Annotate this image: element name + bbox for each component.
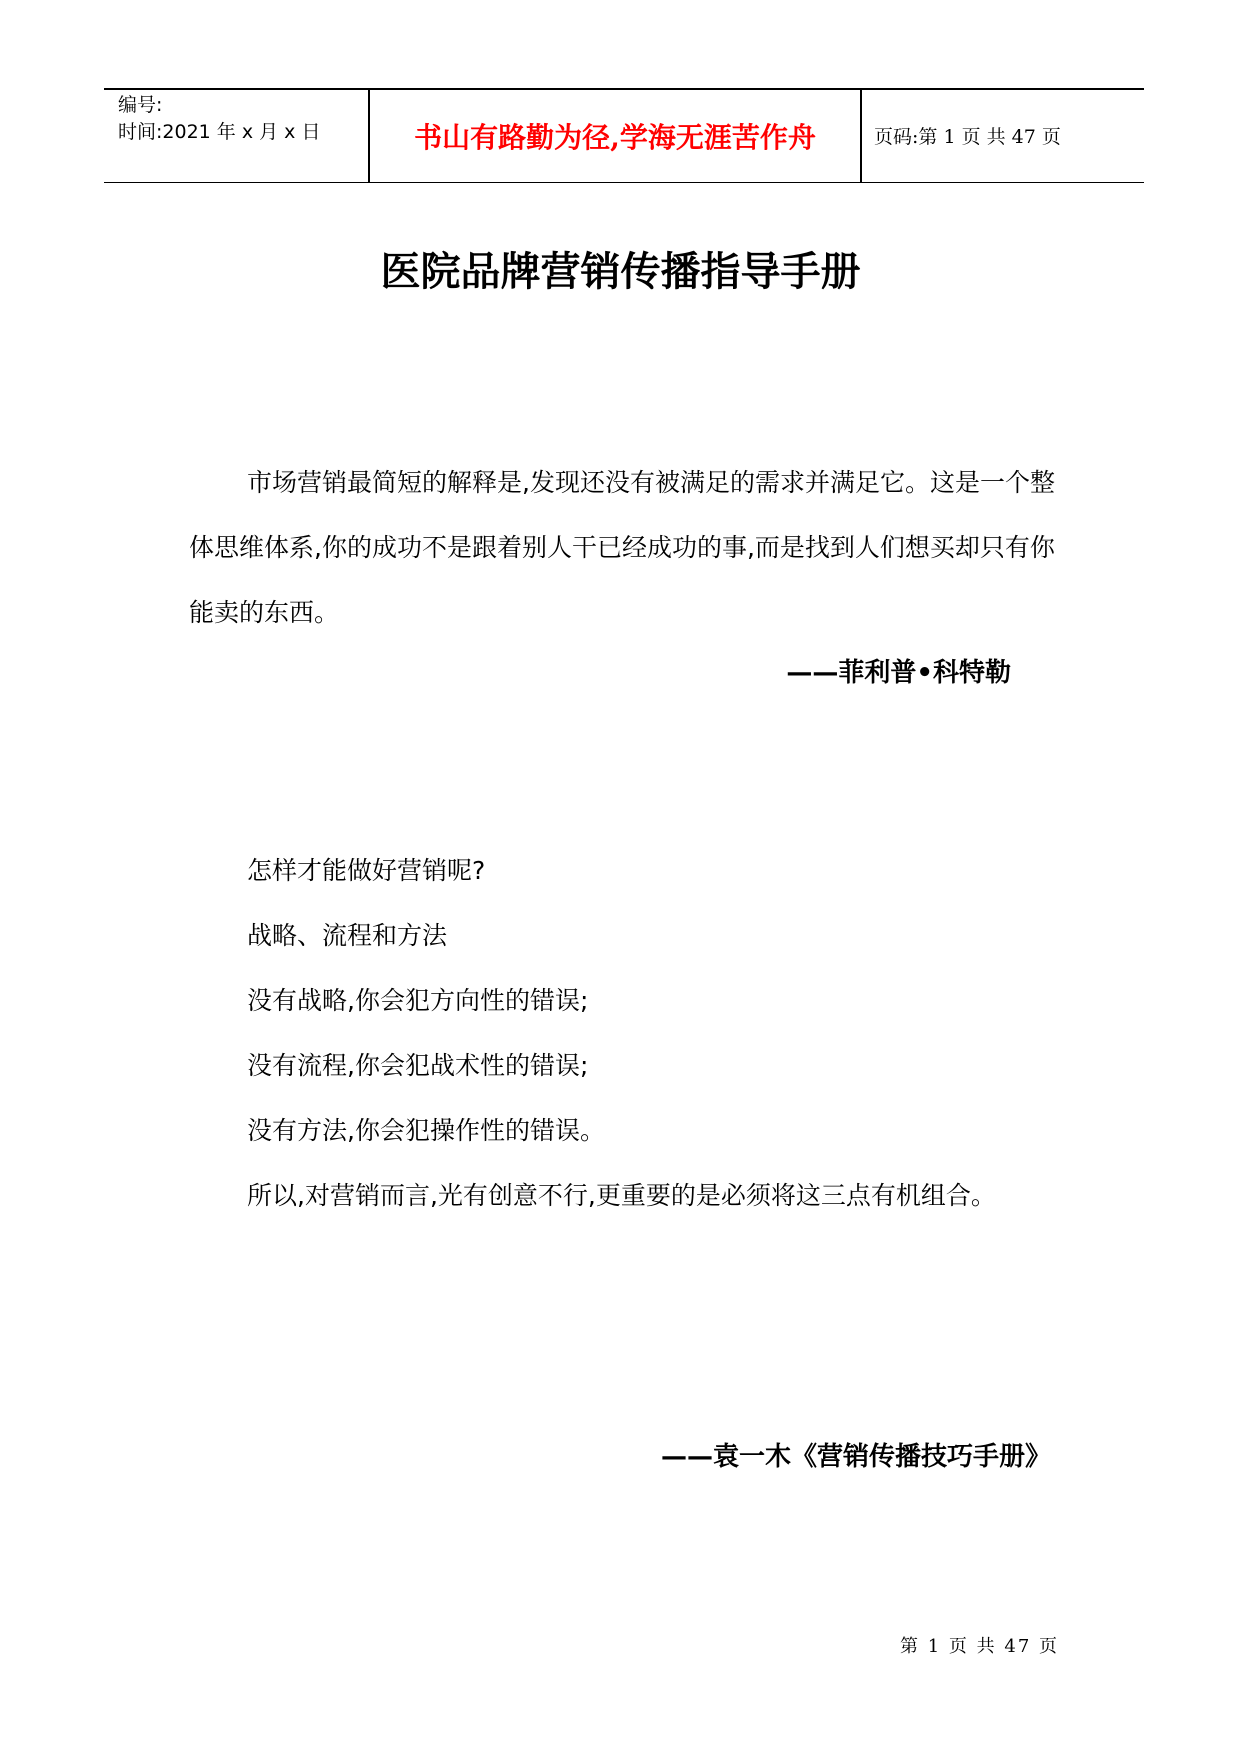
quote2-line: 战略、流程和方法 (247, 921, 448, 950)
quote-attribution-1: ——菲利普•科特勒 (786, 658, 1011, 688)
quote2-line: 所以,对营销而言,光有创意不行,更重要的是必须将这三点有机组合。 (247, 1181, 996, 1210)
quote2-line: 没有战略,你会犯方向性的错误; (247, 986, 589, 1015)
number-label: 编号: (118, 94, 163, 116)
header-meta (118, 92, 320, 146)
quote2-line: 没有流程,你会犯战术性的错误; (247, 1051, 589, 1080)
time-label: 时间:2021 年 x 月 x 日 (118, 121, 321, 143)
page-footer: 第 1 页 共 47 页 (900, 1636, 1059, 1657)
header-motto: 书山有路勤为径,学海无涯苦作舟 (414, 120, 816, 154)
header-divider-right (860, 88, 862, 183)
quote-paragraph-1: 市场营销最简短的解释是,发现还没有被满足的需求并满足它。这是一个整体思维体系,你的成功不是跟着别人干已经成功的事,而是找到人们想买却只有你能卖的东西。 (189, 468, 1055, 627)
quote2-line: 没有方法,你会犯操作性的错误。 (247, 1116, 605, 1145)
quote2-line: 怎样才能做好营销呢? (247, 856, 486, 885)
quote-attribution-2: ——袁一木《营销传播技巧手册》 (660, 1442, 1051, 1472)
document-header (104, 88, 1144, 183)
quote-block-2 (189, 838, 1069, 1228)
document-title: 医院品牌营销传播指导手册 (380, 249, 861, 295)
header-page-info: 页码:第 1 页 共 47 页 (874, 126, 1061, 148)
